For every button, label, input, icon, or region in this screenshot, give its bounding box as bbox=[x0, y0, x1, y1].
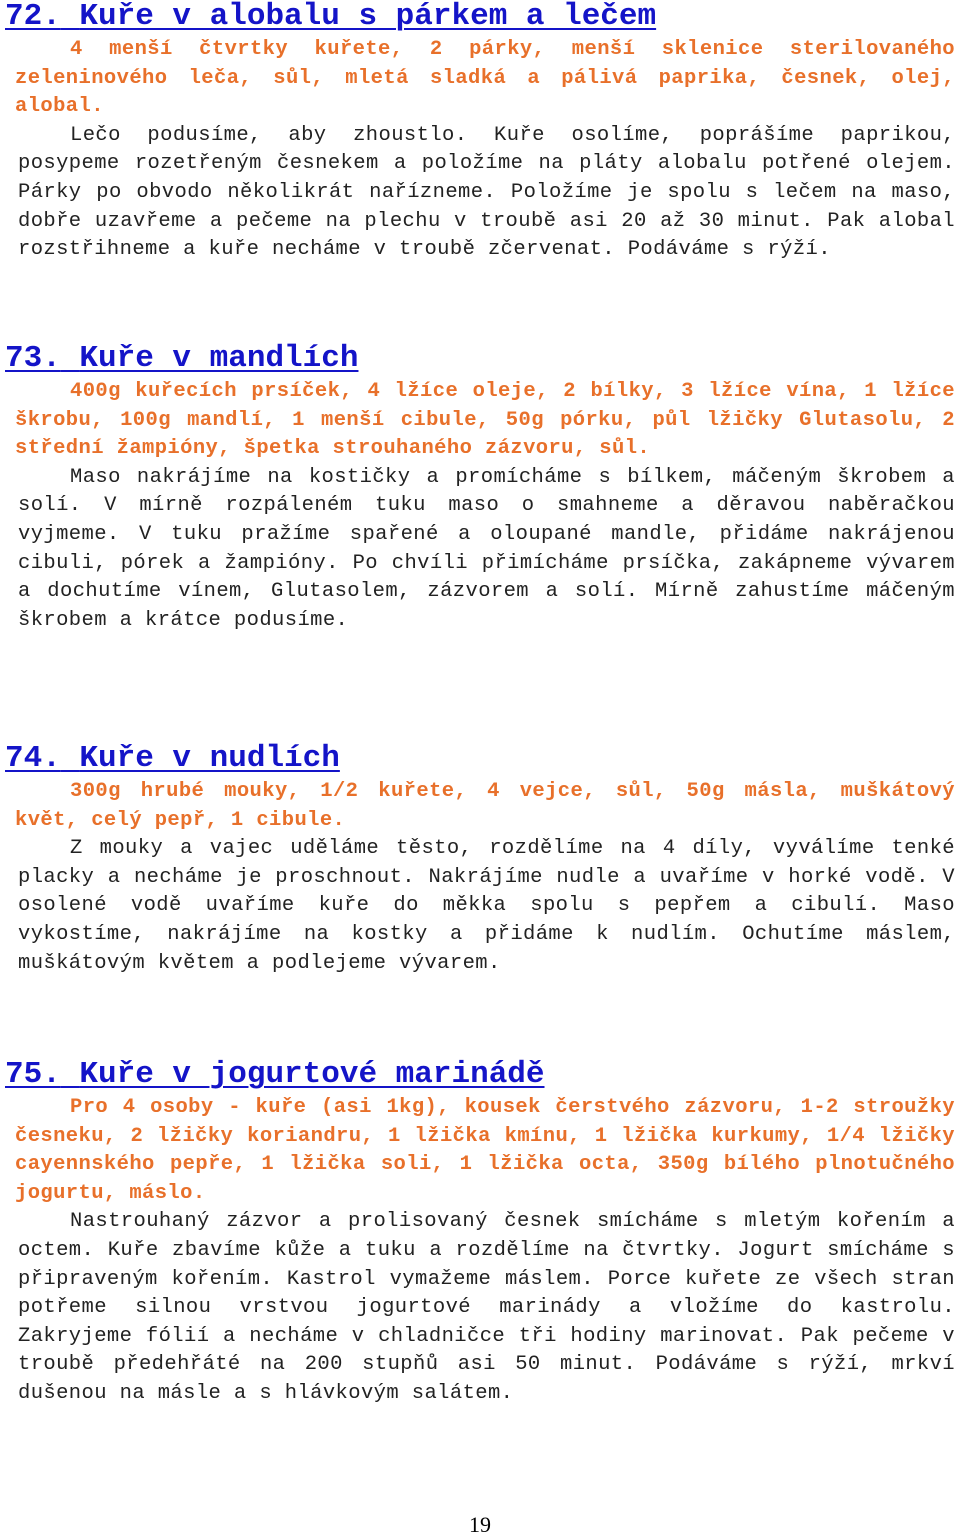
recipe-name: Kuře v nudlích bbox=[79, 741, 340, 776]
recipe-title bbox=[0, 0, 960, 34]
recipe-72 bbox=[0, 0, 960, 265]
page-number: 19 bbox=[469, 1512, 491, 1537]
recipe-name: Kuře v jogurtové marinádě bbox=[79, 1057, 545, 1092]
recipe-74 bbox=[0, 742, 960, 978]
recipe-name: Kuře v alobalu s párkem a lečem bbox=[79, 0, 657, 34]
recipe-75 bbox=[0, 1058, 960, 1409]
recipe-number: 73. bbox=[5, 341, 61, 376]
recipe-number: 72. bbox=[5, 0, 61, 34]
recipe-ingredients: 4 menší čtvrtky kuřete, 2 párky, menší sklenice sterilovaného zeleninového leča, sůl, mletá sladká a pálivá paprika, česnek, olej, alobal. bbox=[15, 38, 955, 119]
recipe-73 bbox=[0, 342, 960, 635]
recipe-ingredients: Pro 4 osoby - kuře (asi 1kg), kousek čerstvého zázvoru, 1-2 stroužky česneku, 2 lžičky koriandru, 1 lžička kmínu, 1 lžička kurkumy, 1/4 lžičky cayennského pepře, 1 lžička soli, 1 lžička octa, 350g bílého plnotučného jogurtu, máslo. bbox=[15, 1096, 955, 1205]
recipe-method: Nastrouhaný zázvor a prolisovaný česnek smícháme s mletým kořením a octem. Kuře zbavíme kůže a tuku a rozdělíme na čtvrtky. Jogurt smícháme s připraveným kořením. Kastrol vymažeme máslem. Porce kuřete ze všech stran potřeme silnou vrstvou jogurtové marinády a vložíme do kastrolu. Zakryjeme fólií a necháme v chladničce tři hodiny marinovat. Pak pečeme v troubě předehřáté na 200 stupňů asi 50 minut. Podáváme s rýží, mrkví dušenou na másle a s hlávkovým salátem. bbox=[18, 1210, 955, 1405]
recipe-title bbox=[0, 1058, 960, 1092]
recipe-method: Z mouky a vajec uděláme těsto, rozdělíme na 4 díly, vyválíme tenké placky a necháme je proschnout. Nakrájíme nudle a uvaříme v horké vodě. V osolené vodě uvaříme kuře do měkka spolu s pepřem a cibulí. Maso vykostíme, nakrájíme na kostky a přidáme k nudlím. Ochutíme máslem, muškátovým květem a podlejeme vývarem. bbox=[18, 837, 955, 975]
recipe-title bbox=[0, 342, 960, 376]
recipe-number: 74. bbox=[5, 741, 61, 776]
recipe-name: Kuře v mandlích bbox=[79, 341, 359, 376]
recipe-ingredients: 300g hrubé mouky, 1/2 kuřete, 4 vejce, sůl, 50g másla, muškátový květ, celý pepř, 1 cibule. bbox=[15, 780, 955, 832]
recipe-number: 75. bbox=[5, 1057, 61, 1092]
recipe-method: Maso nakrájíme na kostičky a promícháme s bílkem, máčeným škrobem a solí. V mírně rozpáleném tuku maso o smahneme a děravou naběračkou vyjmeme. V tuku pražíme spařené a oloupané mandle, přidáme nakrájenou cibuli, pórek a žampióny. Po chvíli přimícháme prsíčka, zakápneme vývarem a dochutíme vínem, Glutasolem, zázvorem a solí. Mírně zahustíme máčeným škrobem a krátce podusíme. bbox=[18, 465, 955, 632]
recipe-title bbox=[0, 742, 960, 776]
recipe-method: Lečo podusíme, aby zhoustlo. Kuře osolíme, poprášíme paprikou, posypeme rozetřeným česnekem a položíme na pláty alobalu potřené olejem. Párky po obvodo několikrát nařízneme. Položíme je spolu s lečem na maso, dobře uzavřeme a pečeme na plechu v troubě asi 20 až 30 minut. Pak alobal rozstřihneme a kuře necháme v troubě zčervenat. Podáváme s rýží. bbox=[18, 123, 955, 262]
recipe-ingredients: 400g kuřecích prsíček, 4 lžíce oleje, 2 bílky, 3 lžíce vína, 1 lžíce škrobu, 100g mandlí, 1 menší cibule, 50g pórku, půl lžičky Glutasolu, 2 střední žampióny, špetka strouhaného zázvoru, sůl. bbox=[15, 380, 955, 461]
